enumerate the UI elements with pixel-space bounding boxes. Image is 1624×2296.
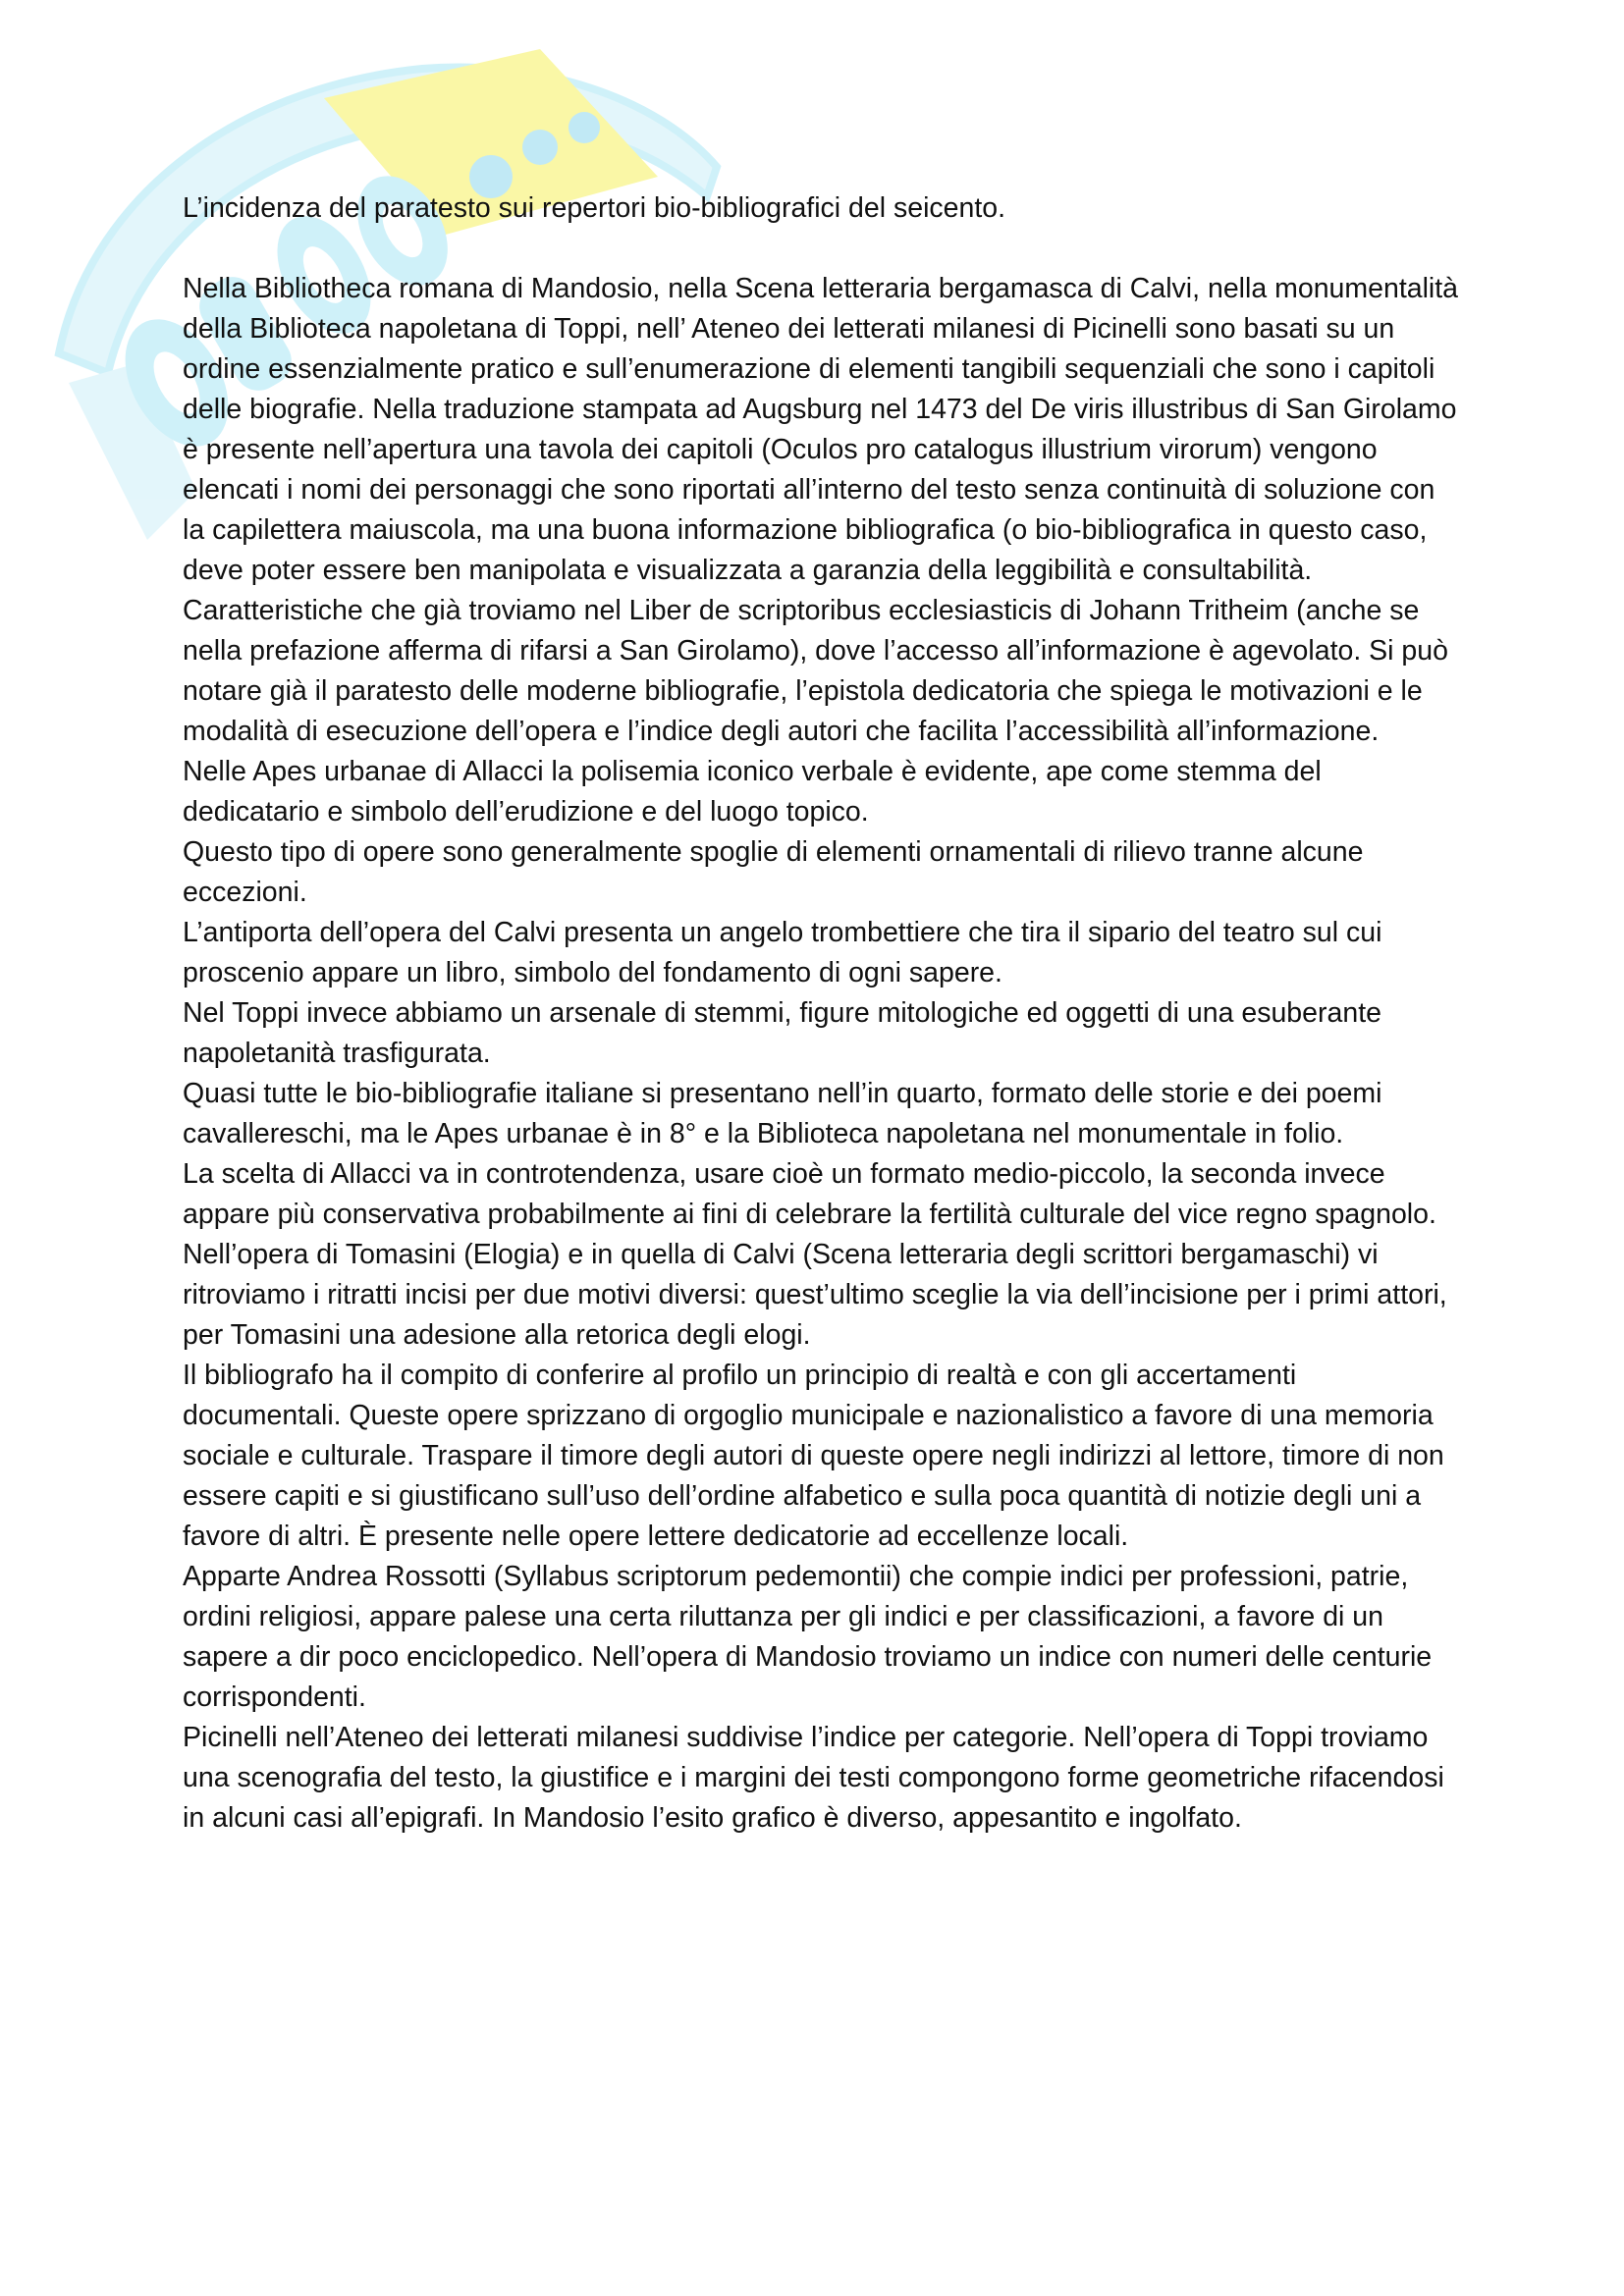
- paragraph: Questo tipo di opere sono generalmente spoglie di elementi ornamentali di rilievo tranne alcune eccezioni.: [183, 836, 1364, 908]
- paragraph: L’antiporta dell’opera del Calvi presenta un angelo trombettiere che tira il sipario del teatro sul cui proscenio appare un libro, simbolo del fondamento di ogni sapere.: [183, 917, 1382, 988]
- paragraph: Nel Toppi invece abbiamo un arsenale di stemmi, figure mitologiche ed oggetti di una esuberante napoletanità trasfigurata.: [183, 997, 1381, 1069]
- paragraph: Picinelli nell’Ateneo dei letterati milanesi suddivise l’indice per categorie. Nell’opera di Toppi troviamo una scenografia del testo, la giustifice e i margini dei testi compongono forme geometriche rifacendosi in alcuni casi all’epigrafi. In Mandosio l’esito grafico è diverso, appesantito e ingolfato.: [183, 1722, 1444, 1834]
- paragraph: Nella Bibliotheca romana di Mandosio, nella Scena letteraria bergamasca di Calvi, nella monumentalità della Biblioteca napoletana di Toppi, nell’ Ateneo dei letterati milanesi di Picinelli sono basati su un ordine essenzialmente pratico e sull’enumerazione di elementi tangibili sequenziali che sono i capitoli delle biografie. Nella traduzione stampata ad Augsburg nel 1473 del De viris illustribus di San Girolamo è presente nell’apertura una tavola dei capitoli (Oculos pro catalogus illustrium virorum) vengono elencati i nomi dei personaggi che sono riportati all’interno del testo senza continuità di soluzione con la capilettera maiuscola, ma una buona informazione bibliografica (o bio-bibliografica in questo caso, deve poter essere ben manipolata e visualizzata a garanzia della leggibilità e consultabilità. Caratteristiche che già troviamo nel Liber de scriptoribus ecclesiasticis di Johann Tritheim (anche se nella prefazione afferma di rifarsi a San Girolamo), dove l’accesso all’informazione è agevolato. Si può notare già il paratesto delle moderne bibliografie, l’epistola dedicatoria che spiega le motivazioni e le modalità di esecuzione dell’opera e l’indice degli autori che facilita l’accessibilità all’informazione.: [183, 273, 1459, 747]
- paragraph: Quasi tutte le bio-bibliografie italiane si presentano nell’in quarto, formato delle storie e dei poemi cavallereschi, ma le Apes urbanae è in 8° e la Biblioteca napoletana nel monumentale in folio.: [183, 1078, 1382, 1149]
- paragraph: Nelle Apes urbanae di Allacci la polisemia iconico verbale è evidente, ape come stemma del dedicatario e simbolo dell’erudizione e del luogo topico.: [183, 756, 1322, 828]
- document-body: [183, 188, 1459, 1839]
- paragraph: Apparte Andrea Rossotti (Syllabus scriptorum pedemontii) che compie indici per professioni, patrie, ordini religiosi, appare palese una certa riluttanza per gli indici e per classificazioni, a favore di un sapere a dir poco enciclopedico. Nell’opera di Mandosio troviamo un indice con numeri delle centurie corrispondenti.: [183, 1561, 1433, 1713]
- paragraph: Nell’opera di Tomasini (Elogia) e in quella di Calvi (Scena letteraria degli scrittori bergamaschi) vi ritroviamo i ritratti incisi per due motivi diversi: quest’ultimo sceglie la via dell’incisione per i primi attori, per Tomasini una adesione alla retorica degli elogi.: [183, 1239, 1447, 1351]
- paragraph: Il bibliografo ha il compito di conferire al profilo un principio di realtà e con gli accertamenti documentali. Queste opere sprizzano di orgoglio municipale e nazionalistico a favore di una memoria sociale e culturale. Traspare il timore degli autori di queste opere negli indirizzi al lettore, timore di non essere capiti e si giustificano sull’uso dell’ordine alfabetico e sulla poca quantità di notizie degli uni a favore di altri. È presente nelle opere lettere dedicatorie ad eccellenze locali.: [183, 1360, 1444, 1552]
- paragraph: La scelta di Allacci va in controtendenza, usare cioè un formato medio-piccolo, la seconda invece appare più conservativa probabilmente ai fini di celebrare la fertilità culturale del vice regno spagnolo.: [183, 1158, 1436, 1230]
- document-title: L’incidenza del paratesto sui repertori bio-bibliografici del seicento.: [183, 192, 1006, 224]
